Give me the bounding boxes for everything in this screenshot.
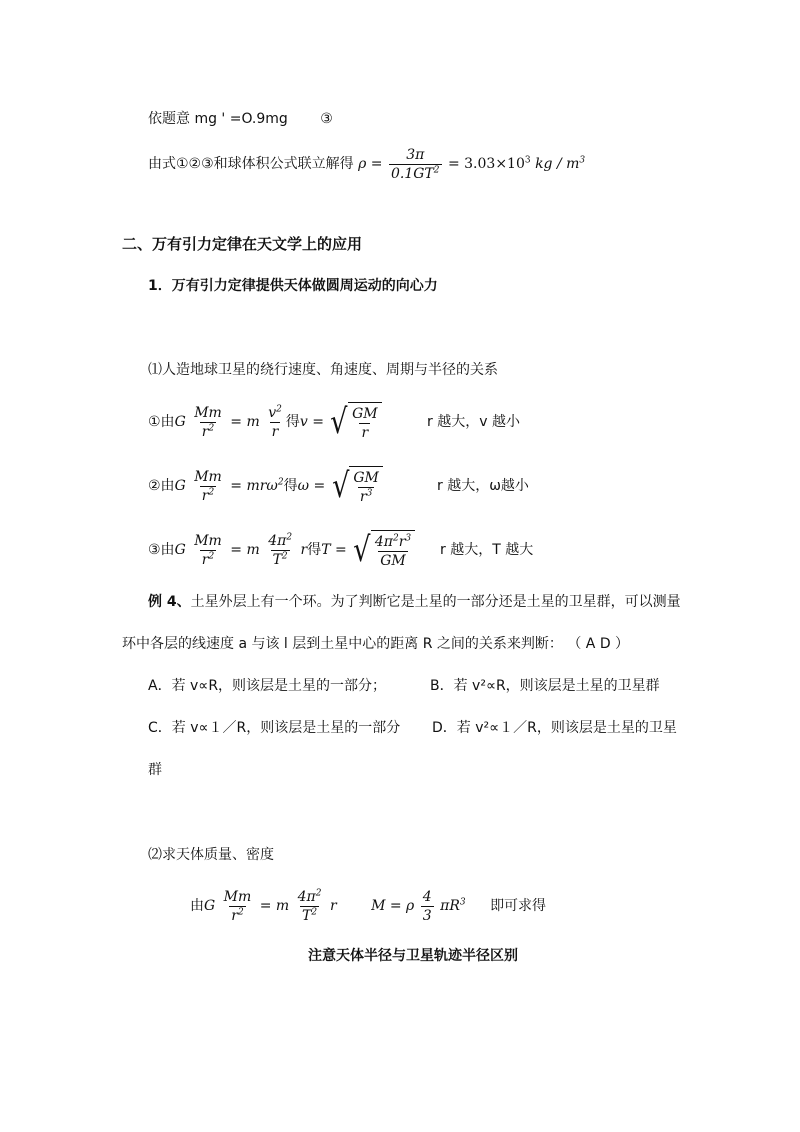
eq2-sqrt-frac xyxy=(351,470,381,505)
eq1-den-text: r xyxy=(201,423,209,440)
eq2-sqrt xyxy=(330,466,383,506)
eq3-sqrt-body xyxy=(371,530,415,570)
eq2-eq-exp: 2 xyxy=(277,477,284,488)
eq3-sq-num xyxy=(373,534,413,551)
eq1-frac-left xyxy=(192,405,224,440)
eq1-num2-text: v xyxy=(268,404,277,421)
eq3-sq-num-tail: r xyxy=(398,534,406,550)
eq2-sq-den-text: r xyxy=(359,489,367,505)
eq4-num2-exp: 2 xyxy=(315,887,322,898)
eq3-num2-text: 4π xyxy=(268,532,287,549)
example-4-line2: 环中各层的线速度 a 与该 l 层到土星中心的距离 R 之间的关系来判断： （ A D ） xyxy=(122,636,630,652)
equation-2 xyxy=(148,464,383,508)
eq4-num2-text: 4π xyxy=(297,888,316,905)
eq1-var: v = xyxy=(299,414,324,430)
eq4-den-text: r xyxy=(231,907,238,924)
eq3-sq-num-exp: 2 xyxy=(392,533,399,544)
option-a: A．若 v∝R，则该层是土星的一部分； xyxy=(148,678,387,694)
given-condition-text: 依题意 mg ' =O.9mg xyxy=(148,111,288,127)
eq2-equals xyxy=(230,478,283,494)
eq3-remark: r 越大，T 越大 xyxy=(440,542,534,558)
equation-marker-3: ③ xyxy=(320,111,333,127)
equation-3 xyxy=(148,528,415,572)
eq2-den xyxy=(200,486,216,504)
sqrt-symbol: √ xyxy=(330,402,348,442)
eq3-prefix: ③由 xyxy=(148,542,175,558)
eq4-tail-text: πR xyxy=(440,898,460,914)
density-numerator: 3π xyxy=(406,146,425,163)
eq4-equals: = m xyxy=(259,898,290,914)
note-text: 注意天体半径与卫星轨迹半径区别 xyxy=(308,948,518,964)
eq1-num: Mm xyxy=(194,404,222,421)
eq2-mid: 得 xyxy=(283,478,298,494)
eq3-num2 xyxy=(266,533,294,550)
eq3-after: r xyxy=(300,542,308,558)
density-denominator xyxy=(389,164,442,182)
option-b: B．若 v²∝R，则该层是土星的卫星群 xyxy=(430,678,660,694)
eq1-den2: r xyxy=(271,423,279,440)
equation-1 xyxy=(148,400,382,444)
eq4-mass: M = ρ xyxy=(371,898,415,914)
item-2-title: ⑵求天体质量、密度 xyxy=(148,847,274,863)
eq1-num2 xyxy=(266,405,284,422)
eq3-g: G xyxy=(174,542,186,558)
eq3-sq-den: GM xyxy=(380,553,406,569)
eq2-den-text: r xyxy=(201,487,209,504)
eq1-sq-den: r xyxy=(361,425,369,441)
density-value-text: = 3.03×10 xyxy=(447,156,525,172)
sqrt-symbol: √ xyxy=(353,530,371,570)
eq4-prefix: 由 xyxy=(190,898,204,914)
eq2-sqrt-body xyxy=(349,466,383,506)
eq3-den2 xyxy=(271,550,290,568)
eq1-mid: 得 xyxy=(285,414,300,430)
eq3-den-exp: 2 xyxy=(208,550,215,561)
option-d-continued: 群 xyxy=(148,762,162,778)
eq4-tail-exp: 3 xyxy=(459,897,466,908)
density-result-line xyxy=(148,144,585,184)
eq3-frac-right xyxy=(266,533,294,568)
eq3-sq-num-tail-exp: 3 xyxy=(405,533,412,544)
eq1-den xyxy=(200,422,216,440)
eq4-den2-text: T xyxy=(302,907,312,924)
eq3-equals: = m xyxy=(230,542,260,558)
eq3-sq-num-text: 4π xyxy=(374,534,393,550)
density-value-exp: 3 xyxy=(524,155,531,166)
eq1-frac-right xyxy=(266,405,284,440)
eq1-sq-num: GM xyxy=(352,406,378,422)
density-den-text: 0.1GT xyxy=(390,165,434,182)
eq3-var: T = xyxy=(321,542,347,558)
eq3-den-text: r xyxy=(201,551,209,568)
eq1-prefix: ①由 xyxy=(148,414,175,430)
eq2-sq-num: GM xyxy=(353,470,379,486)
eq4-frac-third xyxy=(421,889,434,924)
eq4-after: r xyxy=(329,898,337,914)
eq3-den xyxy=(200,550,216,568)
eq4-frac-right xyxy=(296,889,324,924)
given-condition-line xyxy=(148,109,333,129)
density-unit-exp: 3 xyxy=(579,155,586,166)
eq3-mid: 得 xyxy=(307,542,322,558)
eq4-num: Mm xyxy=(223,888,252,905)
eq4-den2 xyxy=(300,906,319,924)
eq4-remark: 即可求得 xyxy=(490,898,547,914)
eq3-frac-left xyxy=(192,533,224,568)
eq3-num2-exp: 2 xyxy=(286,531,293,542)
subsection-heading-1: 1．万有引力定律提供天体做圆周运动的向心力 xyxy=(148,278,438,294)
eq4-g: G xyxy=(204,898,216,914)
eq3-sqrt xyxy=(351,530,415,570)
density-value xyxy=(448,156,531,172)
item-1-title: ⑴人造地球卫星的绕行速度、角速度、周期与半径的关系 xyxy=(148,362,498,378)
eq2-remark: r 越大，ω越小 xyxy=(437,478,529,494)
eq2-prefix: ②由 xyxy=(148,478,175,494)
eq4-den-exp: 2 xyxy=(237,906,244,917)
eq1-sqrt-body xyxy=(348,402,382,442)
eq4-frac-left xyxy=(222,889,254,924)
option-c: C．若 v∝１／R，则该层是土星的一部分 xyxy=(148,720,401,736)
eq4-num2 xyxy=(296,889,324,906)
section-heading: 二、万有引力定律在天文学上的应用 xyxy=(122,235,363,253)
density-unit xyxy=(535,156,585,172)
eq1-remark: r 越大，v 越小 xyxy=(427,414,520,430)
eq2-sq-den-exp: 3 xyxy=(366,488,373,499)
eq2-g: G xyxy=(174,478,186,494)
eq1-den-exp: 2 xyxy=(208,422,215,433)
eq4-num3: 4 xyxy=(422,888,432,905)
rho-symbol: ρ xyxy=(358,156,367,172)
eq1-num2-exp: 2 xyxy=(276,403,282,414)
equals-sign: = xyxy=(370,156,383,172)
eq3-num: Mm xyxy=(194,532,222,549)
eq1-equals: = m xyxy=(230,414,260,430)
example-4-line1 xyxy=(148,592,681,612)
eq2-num: Mm xyxy=(194,468,222,485)
sqrt-symbol: √ xyxy=(331,466,350,506)
eq4-den3: 3 xyxy=(422,907,432,924)
density-result-prefix: 由式①②③和球体积公式联立解得 xyxy=(148,156,354,172)
eq4-den2-exp: 2 xyxy=(311,906,318,917)
example-4-text1: 土星外层上有一个环。为了判断它是土星的一部分还是土星的卫星群，可以测量 xyxy=(190,594,681,610)
eq4-den xyxy=(229,906,245,924)
density-den-exp: 2 xyxy=(433,164,440,175)
eq2-frac-left xyxy=(192,469,224,504)
eq1-sqrt-frac xyxy=(350,406,380,441)
eq4-tail xyxy=(440,898,465,914)
equation-4 xyxy=(190,884,546,928)
density-unit-text: kg / m xyxy=(535,156,580,172)
example-4-label: 例 4、 xyxy=(148,594,191,610)
eq2-sq-den xyxy=(358,487,374,505)
eq3-den2-exp: 2 xyxy=(281,550,288,561)
option-d: D．若 v²∝１／R，则该层是土星的卫星 xyxy=(432,720,677,736)
eq1-g: G xyxy=(174,414,186,430)
eq3-sqrt-frac xyxy=(373,534,413,569)
eq1-sqrt xyxy=(328,402,381,442)
eq2-den-exp: 2 xyxy=(208,486,215,497)
density-fraction xyxy=(389,147,442,182)
eq3-den2-text: T xyxy=(272,551,282,568)
eq2-var: ω = xyxy=(297,478,326,494)
eq2-eq-text: = mrω xyxy=(230,478,278,494)
